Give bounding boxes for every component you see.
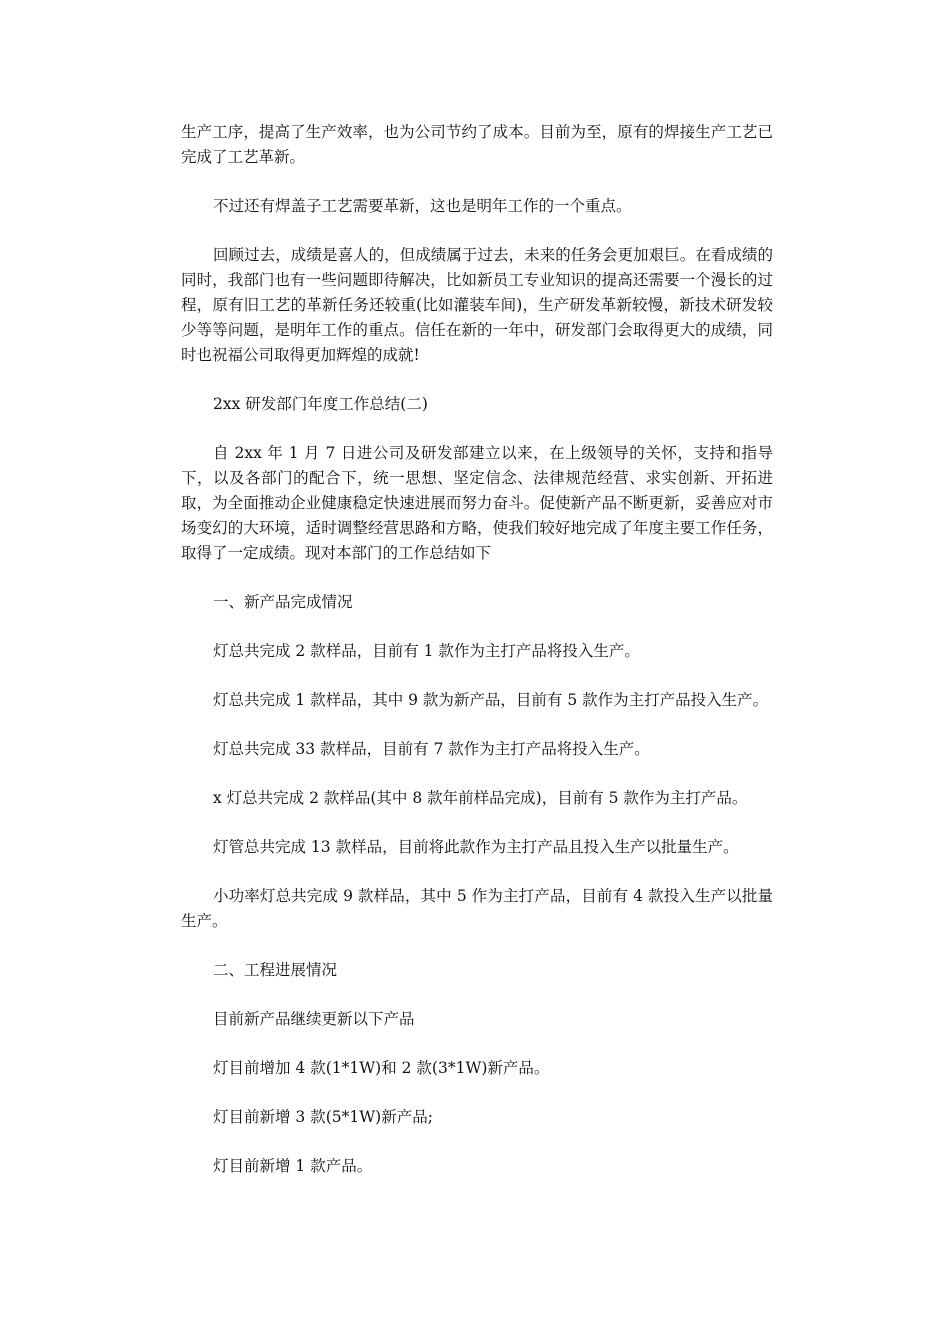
- list-item: 灯目前新增 3 款(5*1W)新产品;: [213, 1108, 433, 1126]
- paragraph-2: 不过还有焊盖子工艺需要革新，这也是明年工作的一个重点。: [213, 197, 632, 215]
- list-item: 灯目前新增 1 款产品。: [213, 1157, 373, 1175]
- list-item: 灯目前增加 4 款(1*1W)和 2 款(3*1W)新产品。: [213, 1059, 550, 1077]
- heading-new-products: 一、新产品完成情况: [213, 593, 353, 611]
- paragraph-intro: 自 2xx 年 1 月 7 日进公司及研发部建立以来，在上级领导的关怀，支持和指导下，以及各部门的配合下，统一思想、坚定信念、法律规范经营、求实创新、开拓进取，为全面推动企业健康稳定快速进展而努力奋斗。促使新产品不断更新，妥善应对市场变幻的大环境，适时调整经营思路和方略，使我们较好地完成了年度主要工作任务，取得了一定成绩。现对本部门的工作总结如下: [181, 444, 773, 562]
- document-body: [181, 120, 773, 1203]
- list-item: 灯管总共完成 13 款样品，目前将此款作为主打产品且投入生产以批量生产。: [213, 838, 739, 856]
- list-item: 灯总共完成 1 款样品，其中 9 款为新产品，目前有 5 款作为主打产品投入生产。: [213, 691, 769, 709]
- section-title-part-2: 2xx 研发部门年度工作总结(二): [213, 395, 428, 413]
- list-item: 小功率灯总共完成 9 款样品，其中 5 作为主打产品，目前有 4 款投入生产以批量生产。: [181, 887, 773, 930]
- paragraph-1: 生产工序，提高了生产效率，也为公司节约了成本。目前为至，原有的焊接生产工艺已完成了工艺革新。: [181, 123, 773, 166]
- list-item: x 灯总共完成 2 款样品(其中 8 款年前样品完成)，目前有 5 款作为主打产品。: [213, 789, 748, 807]
- list-item: 灯总共完成 2 款样品，目前有 1 款作为主打产品将投入生产。: [213, 642, 640, 660]
- paragraph-3: 回顾过去，成绩是喜人的，但成绩属于过去，未来的任务会更加艰巨。在看成绩的同时，我部门也有一些问题即待解决，比如新员工专业知识的提高还需要一个漫长的过程，原有旧工艺的革新任务还较重(比如灌装车间)，生产研发革新较慢，新技术研发较少等等问题，是明年工作的重点。信任在新的一年中，研发部门会取得更大的成绩，同时也祝福公司取得更加辉煌的成就!: [181, 246, 773, 364]
- list-item: 目前新产品继续更新以下产品: [213, 1010, 415, 1028]
- heading-project-progress: 二、工程进展情况: [213, 961, 338, 979]
- list-item: 灯总共完成 33 款样品，目前有 7 款作为主打产品将投入生产。: [213, 740, 650, 758]
